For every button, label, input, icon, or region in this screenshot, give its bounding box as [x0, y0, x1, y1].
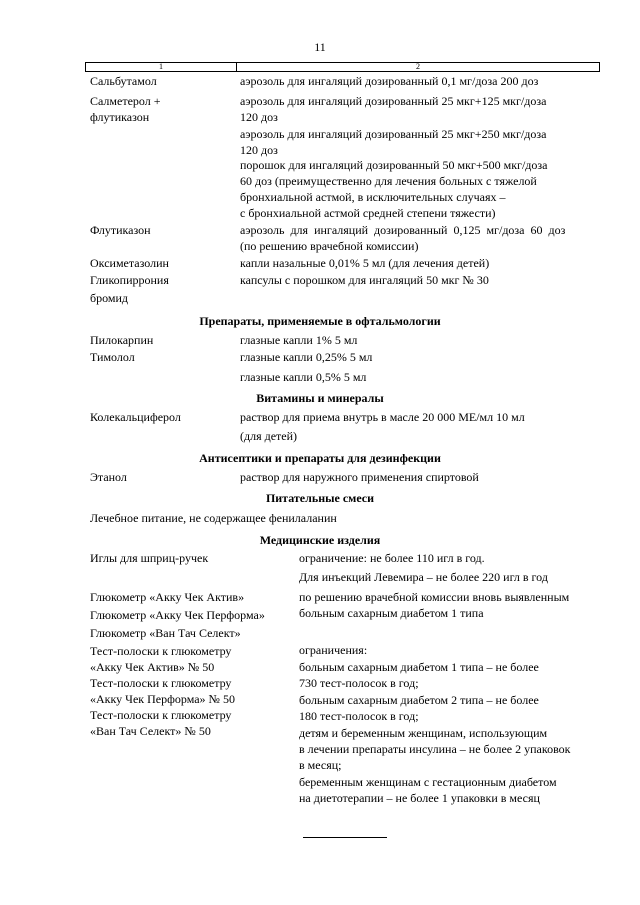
drug-name: Оксиметазолин [90, 256, 169, 270]
device-name: Тест-полоски к глюкометру [90, 644, 232, 658]
drug-form: (по решению врачебной комиссии) [240, 239, 419, 253]
device-note: больным сахарным диабетом 1 типа – не более [299, 660, 539, 674]
device-note: детям и беременным женщинам, использующим [299, 726, 548, 740]
footer-divider [303, 837, 387, 838]
drug-name: Тимолол [90, 350, 135, 364]
device-note: по решению врачебной комиссии вновь выявленным [299, 590, 570, 604]
device-note: 730 тест-полосок в год; [299, 676, 419, 690]
column-header-2: 2 [416, 62, 420, 71]
drug-name: Флутиказон [90, 223, 151, 237]
drug-form: капли назальные 0,01% 5 мл (для лечения детей) [240, 256, 490, 270]
drug-form: с бронхиальной астмой средней степени тяжести) [240, 206, 496, 220]
drug-form: аэрозоль для ингаляций дозированный 25 мкг+250 мкг/доза [240, 127, 547, 141]
drug-name: флутиказон [90, 110, 150, 124]
device-name: «Акку Чек Перформа» № 50 [90, 692, 235, 706]
drug-form: (для детей) [240, 429, 298, 443]
drug-form: капсулы с порошком для ингаляций 50 мкг № 30 [240, 273, 489, 287]
device-note: больным сахарным диабетом 1 типа [299, 606, 484, 620]
drug-form: раствор для приема внутрь в масле 20 000 МЕ/мл 10 мл [240, 410, 525, 424]
drug-name: Салметерол + [90, 94, 161, 108]
device-note: ограничение: не более 110 игл в год. [299, 551, 485, 565]
device-name: Глюкометр «Акку Чек Перформа» [90, 608, 265, 622]
section-heading-devices: Медицинские изделия [259, 533, 381, 547]
drug-form: 120 доз [240, 110, 278, 124]
nutrition-item: Лечебное питание, не содержащее фенилаланин [90, 511, 337, 525]
device-note: беременным женщинам с гестационным диабетом [299, 775, 557, 789]
drug-name: Сальбутамол [90, 74, 157, 88]
device-note: больным сахарным диабетом 2 типа – не более [299, 693, 539, 707]
device-name: «Ван Тач Селект» № 50 [90, 724, 211, 738]
column-header-1: 1 [86, 63, 237, 71]
device-name: Глюкометр «Акку Чек Актив» [90, 590, 245, 604]
drug-name: Этанол [90, 470, 127, 484]
drug-form: аэрозоль для ингаляций дозированный 25 мкг+125 мкг/доза [240, 94, 547, 108]
drug-form: раствор для наружного применения спиртовой [240, 470, 479, 484]
device-note: Для инъекций Левемира – не более 220 игл в год [299, 570, 548, 584]
drug-name: Гликопиррония [90, 273, 169, 287]
device-note: на диетотерапии – не более 1 упаковки в месяц [299, 791, 540, 805]
device-name: Тест-полоски к глюкометру [90, 708, 232, 722]
device-name: «Акку Чек Актив» № 50 [90, 660, 215, 674]
device-name: Глюкометр «Ван Тач Селект» [90, 626, 241, 640]
drug-form: глазные капли 0,25% 5 мл [240, 350, 373, 364]
drug-form: 60 доз (преимущественно для лечения больных с тяжелой [240, 174, 537, 188]
device-note: в лечении препараты инсулина – не более 2 упаковок [299, 742, 571, 756]
drug-form: 120 доз [240, 143, 278, 157]
section-heading-vitamins: Витамины и минералы [256, 391, 384, 405]
drug-form: глазные капли 1% 5 мл [240, 333, 358, 347]
table-header [85, 62, 600, 72]
drug-form: аэрозоль для ингаляций дозированный 0,125 мг/доза 60 доз [240, 223, 566, 237]
section-heading-antiseptics: Антисептики и препараты для дезинфекции [199, 451, 441, 465]
device-note: ограничения: [299, 643, 368, 657]
drug-form: порошок для ингаляций дозированный 50 мкг+500 мкг/доза [240, 158, 548, 172]
drug-name: бромид [90, 291, 128, 305]
drug-form: бронхиальной астмой, в исключительных случаях – [240, 190, 506, 204]
device-name: Иглы для шприц-ручек [90, 551, 209, 565]
drug-form: аэрозоль для ингаляций дозированный 0,1 мг/доза 200 доз [240, 74, 539, 88]
page-number: 11 [314, 40, 326, 54]
section-heading-nutrition: Питательные смеси [265, 491, 375, 505]
section-heading-ophthalmology: Препараты, применяемые в офтальмологии [199, 314, 441, 328]
device-name: Тест-полоски к глюкометру [90, 676, 232, 690]
drug-name: Пилокарпин [90, 333, 154, 347]
device-note: в месяц; [299, 758, 342, 772]
device-note: 180 тест-полосок в год; [299, 709, 419, 723]
drug-name: Колекальциферол [90, 410, 181, 424]
drug-form: глазные капли 0,5% 5 мл [240, 370, 367, 384]
